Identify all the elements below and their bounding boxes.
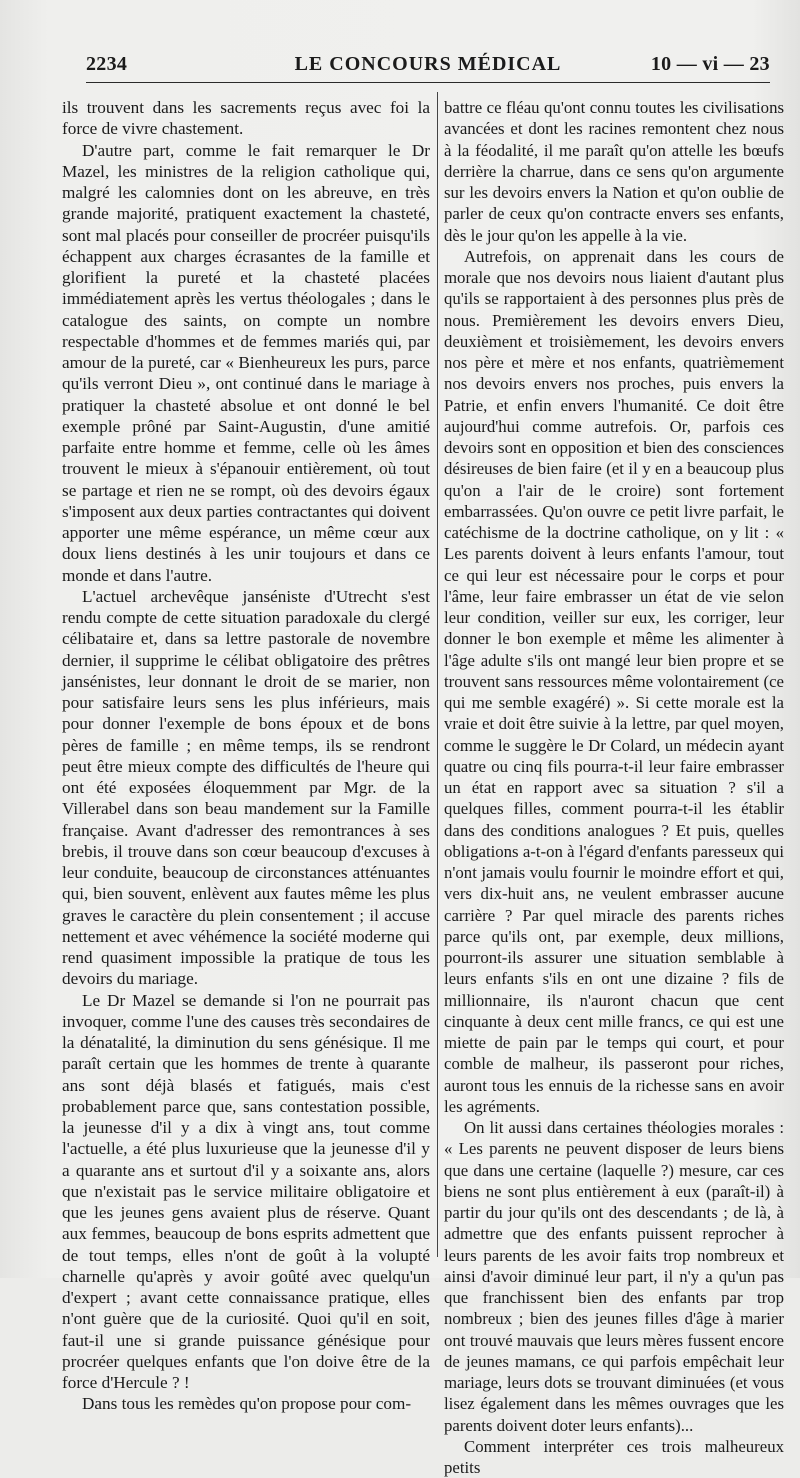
right-column <box>444 97 784 1478</box>
paragraph: battre ce fléau qu'ont connu toutes les civilisations avancées et dont les racines remontent chez nous à la féodalité, il me paraît qu'on attelle les bœufs derrière la charrue, dans ce sens qu'on argumente sur les devoirs envers la Nation et qu'on oublie de parler de ceux qu'on contracte envers ses enfants, dès le jour qu'on les appelle à la vie. <box>444 98 784 245</box>
page-header <box>86 48 770 83</box>
issue-date: 10 — vi — 23 <box>650 53 770 75</box>
column-divider <box>437 92 438 1257</box>
paragraph: D'autre part, comme le fait remarquer le Dr Mazel, les ministres de la religion catholique qui, malgré les calomnies dont on les abreuve, en très grande majorité, pratiquent exactement la chasteté, sont mal placés pour conseiller de procréer puisqu'ils échappent aux charges écrasantes de la famille et glorifient la pureté et la chasteté placées immédiatement après les vertus théologales ; dans le catalogue des saints, on compte un nombre respectable d'hommes et de femmes mariés qui, par amour de la pureté, car « Bienheureux les purs, parce qu'ils verront Dieu », ont continué dans le mariage à pratiquer la chasteté absolue et ont donné le bel exemple prôné par Saint-Augustin, d'une amitié parfaite entre homme et femme, celle où les âmes trouvent le mieux à s'épanouir entièrement, où tout se partage et rien ne se rompt, où des devoirs égaux s'imposent aux deux parties contractantes qui doivent apporter une même espérance, un même cœur aux doux liens destinés à les unir toujours et dans ce monde et dans l'autre. <box>62 140 430 585</box>
paragraph: L'actuel archevêque janséniste d'Utrecht s'est rendu compte de cette situation paradoxale du clergé célibataire et, dans sa lettre pastorale de novembre dernier, il supprime le célibat obligatoire des prêtres jansénistes, leur donnant le droit de se marier, non pour satisfaire leurs sens les plus inférieurs, mais pour donner l'exemple de bons époux et de bons pères de famille ; en même temps, ils se rendront peut être mieux compte des difficultés de l'heure qui ont été exposées éloquemment par Mgr. de la Villerabel dans son beau mandement sur la Famille française. Avant d'adresser des remontrances à ses brebis, il trouve dans son cœur beaucoup d'excuses à leur conduite, beaucoup de circonstances atténuantes qui, bien souvent, enlèvent aux fautes même les plus graves le caractère du plein consentement ; il accuse nettement et avec véhémence la société moderne qui rend quasiment impossible la pratique de tous les devoirs du mariage. <box>62 586 430 989</box>
paragraph: On lit aussi dans certaines théologies morales : « Les parents ne peuvent disposer de leurs biens que dans une certaine (laquelle ?) mesure, car ces biens ne sont plus entièrement à eux (paraît-il) à partir du jour qu'ils ont des descendants ; de là, à admettre que des enfants puissent reprocher à leurs parents de les avoir faits trop nombreux et ainsi d'avoir diminué leur part, il n'y a qu'un pas que franchissent bien des enfants par trop nombreux ; bien des jeunes filles d'âge à marier ont trouvé mauvais que leurs mères fussent encore de jeunes mamans, ce qui parfois empêchait leur mariage, leurs dots se trouvant diminuées (et vous lisez également dans les mêmes ouvrages que les parents doivent doter leurs enfants)... <box>444 1118 784 1435</box>
paragraph: Dans tous les remèdes qu'on propose pour com- <box>82 1394 412 1414</box>
paragraph: Autrefois, on apprenait dans les cours de morale que nos devoirs nous liaient d'autant plus qu'ils se rapportaient à des personnes plus près de nous. Premièrement les devoirs envers Dieu, deuxièment et troisièmement, les devoirs envers nos père et mère et nos enfants, quatrièmement nos devoirs envers nos proches, puis envers la Patrie, et enfin envers l'humanité. Ce doit être aujourd'hui comme autrefois. Or, parfois ces devoirs sont en opposition et bien des consciences désireuses de bien faire (et il y en a beaucoup plus qu'on a l'air de le croire) sont fortement embarrassées. Qu'on ouvre ce petit livre parfait, le catéchisme de la doctrine catholique, on y lit : « Les parents doivent à leurs enfants l'amour, tout ce qui leur est nécessaire pour le corps et pour l'âme, leur faire embrasser un état de vie selon leur condition, veiller sur eux, les corriger, leur donner le bon exemple et même les alimenter à l'âge adulte s'ils ont mangé leur bien propre et se trouvent sans ressources même volontairement (ce qui me semble exagéré) ». Si cette morale est la vraie et doit être suivie à la lettre, par quel moyen, comme le suggère le Dr Colard, un médecin ayant quatre ou cinq fils pourra-t-il leur faire embrasser un état en rapport avec sa situation ? s'il a quelques filles, comment pourra-t-il les établir dans des conditions analogues ? Et puis, quelles obligations a-t-on à l'égard d'enfants paresseux qui n'ont jamais voulu fournir le moindre effort et qui, vers dix-huit ans, ne veulent embrasser aucune carrière ? Par quel miracle des parents riches parce qu'ils ont, par exemple, deux millions, pourront-ils assurer une situation semblable à leurs enfants s'ils en ont une dizaine ? fils de millionnaire, ils n'auront chacun que cent cinquante à deux cent mille francs, ce qui est une miette de pain par le temps qui court, et pour comble de malheur, ils passeront pour riches, auront tous les ennuis de la richesse sans en avoir les agréments. <box>444 246 784 1116</box>
journal-title: LE CONCOURS MÉDICAL <box>294 53 562 75</box>
left-column <box>62 97 430 1415</box>
paragraph: Le Dr Mazel se demande si l'on ne pourrait pas invoquer, comme l'une des causes très secondaires de la dénatalité, la diminution du sens génésique. Il me paraît certain que les hommes de trente à quarante ans sont déjà blasés et fatigués, mais c'est probablement parce que, sans contestation possible, la jeunesse d'il y a dix à vingt ans, tout comme l'actuelle, a été plus luxurieuse que la jeunesse d'il y a quarante ans et surtout d'il y a soixante ans, alors que n'existait pas le service militaire obligatoire et que les jeunes gens avaient plus de réserve. Quant aux femmes, beaucoup de bons esprits admettent que de tout temps, elles n'ont de goût à la volupté charnelle qu'après y avoir goûté avec quelqu'un d'expert ; avant cette connaissance pratique, elles n'ont guère que de la curiosité. Quoi qu'il en soit, faut-il une si grande puissance génésique pour procréer quelques enfants que l'on doive être de la force d'Hercule ? ! <box>62 990 430 1392</box>
page-number: 2234 <box>86 53 128 75</box>
paragraph: Comment interpréter ces trois malheureux petits <box>444 1436 784 1477</box>
paragraph: ils trouvent dans les sacrements reçus avec foi la force de vivre chastement. <box>62 98 430 139</box>
